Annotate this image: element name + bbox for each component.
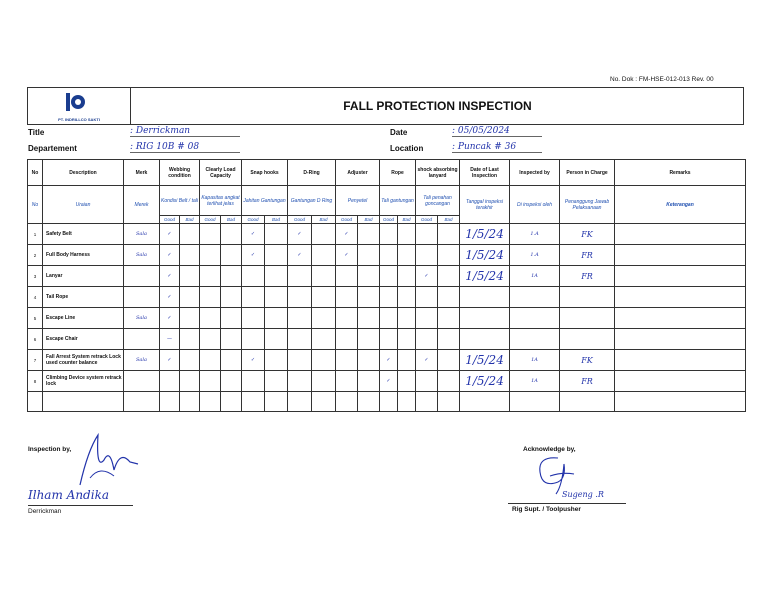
col-rope-id: Tali gantungan [380, 186, 416, 216]
cell-webbing: ✓ [160, 287, 180, 308]
cell-pic: FR [560, 266, 615, 287]
cell-empty [221, 392, 242, 412]
cell-shock [416, 329, 438, 350]
col-remarks: Remarks [615, 160, 746, 186]
inspector-role: Derrickman [28, 508, 62, 515]
good-subheader: Good [288, 216, 312, 224]
cell-empty [615, 392, 746, 412]
cell-pic [560, 329, 615, 350]
cell-last: 1/5/24 [460, 224, 510, 245]
bad-subheader: Bad [398, 216, 416, 224]
cell-empty [312, 329, 336, 350]
cell-empty [180, 224, 200, 245]
bad-subheader: Bad [438, 216, 460, 224]
cell-snap [242, 287, 265, 308]
col-inspected-by-id: Di inspeksi oleh [510, 186, 560, 224]
good-subheader: Good [336, 216, 358, 224]
cell-empty [398, 371, 416, 392]
cell-empty [438, 245, 460, 266]
cell-webbing [160, 371, 180, 392]
cell-dring [288, 371, 312, 392]
cell-no: 6 [28, 329, 43, 350]
cell-empty [180, 245, 200, 266]
cell-empty [615, 245, 746, 266]
cell-shock [416, 287, 438, 308]
cell-empty [438, 392, 460, 412]
acknowledge-by-label: Acknowledge by, [523, 446, 576, 453]
cell-shock: ✓ [416, 350, 438, 371]
acknowledger-role: Rig Supt. / Toolpusher [512, 506, 581, 513]
col-snap-id: Jahitan Gantungan [242, 186, 288, 216]
inspector-signature-line [28, 505, 133, 506]
cell-snap [242, 308, 265, 329]
cell-no: 3 [28, 266, 43, 287]
cell-empty [358, 308, 380, 329]
cell-empty [438, 371, 460, 392]
cell-last: 1/5/24 [460, 245, 510, 266]
cell-empty [358, 224, 380, 245]
document-number: No. Dok : FM-HSE-012-013 Rev. 00 [610, 76, 714, 83]
cell-insp [510, 308, 560, 329]
cell-empty [288, 392, 312, 412]
cell-empty [200, 245, 221, 266]
cell-rope: ✓ [380, 371, 398, 392]
cell-merk: Sala [124, 350, 160, 371]
cell-desc: Lanyar [43, 266, 124, 287]
cell-empty [200, 287, 221, 308]
cell-insp: 1A [510, 371, 560, 392]
cell-empty [615, 329, 746, 350]
bad-subheader: Bad [265, 216, 288, 224]
date-value: : 05/05/2024 [452, 126, 542, 137]
cell-empty [200, 350, 221, 371]
cell-empty [160, 392, 180, 412]
col-inspected-by: Inspected by [510, 160, 560, 186]
cell-webbing: ✓ [160, 350, 180, 371]
table-row [28, 224, 746, 245]
good-subheader: Good [160, 216, 180, 224]
col-description: Description [43, 160, 124, 186]
cell-empty [312, 245, 336, 266]
cell-merk [124, 266, 160, 287]
cell-empty [265, 224, 288, 245]
cell-snap [242, 266, 265, 287]
cell-desc: Fall Arrest System retrack Lock used counter balance [43, 350, 124, 371]
cell-merk: Sala [124, 245, 160, 266]
cell-rope: ✓ [380, 350, 398, 371]
cell-snap: ✓ [242, 245, 265, 266]
cell-empty [615, 266, 746, 287]
acknowledger-name: Sugeng .R [562, 490, 604, 499]
col-person-in-charge-id: Penanggung Jawab Pelaksanaan [560, 186, 615, 224]
cell-empty [265, 329, 288, 350]
col-no-id: No [28, 186, 43, 224]
cell-empty [398, 287, 416, 308]
inspection-table [27, 159, 746, 412]
col-dring: D-Ring [288, 160, 336, 186]
cell-empty [221, 287, 242, 308]
cell-empty [398, 224, 416, 245]
cell-no: 4 [28, 287, 43, 308]
cell-empty [180, 287, 200, 308]
cell-empty [180, 371, 200, 392]
inspection-by-label: Inspection by, [28, 446, 72, 453]
cell-empty [265, 266, 288, 287]
cell-shock [416, 224, 438, 245]
cell-empty [312, 371, 336, 392]
cell-desc: Full Body Harness [43, 245, 124, 266]
cell-snap: ✓ [242, 350, 265, 371]
cell-merk: Sala [124, 224, 160, 245]
cell-shock [416, 371, 438, 392]
table-row [28, 329, 746, 350]
cell-merk: Sala [124, 308, 160, 329]
col-clearly-id: Kapasitas angkat terlihat jelas [200, 186, 242, 216]
cell-empty [438, 329, 460, 350]
cell-empty [438, 308, 460, 329]
cell-adjuster [336, 308, 358, 329]
col-shock: shock absorbing lanyard [416, 160, 460, 186]
cell-empty [398, 350, 416, 371]
cell-desc: Climbing Device system retrack lock [43, 371, 124, 392]
cell-insp [510, 329, 560, 350]
cell-empty [312, 287, 336, 308]
location-label: Location [390, 144, 424, 153]
col-remarks-id: Keterangan [615, 186, 746, 224]
cell-empty [358, 266, 380, 287]
cell-merk [124, 371, 160, 392]
cell-pic [560, 287, 615, 308]
cell-last: 1/5/24 [460, 350, 510, 371]
cell-empty [200, 329, 221, 350]
cell-empty [124, 392, 160, 412]
cell-empty [221, 308, 242, 329]
cell-no: 7 [28, 350, 43, 371]
cell-empty [200, 392, 221, 412]
col-description-id: Uraian [43, 186, 124, 224]
cell-empty [312, 266, 336, 287]
cell-empty [438, 350, 460, 371]
cell-no: 8 [28, 371, 43, 392]
cell-shock: ✓ [416, 266, 438, 287]
col-shock-id: Tali penahan goncangan [416, 186, 460, 216]
cell-empty [615, 287, 746, 308]
cell-snap: ✓ [242, 224, 265, 245]
cell-empty [221, 224, 242, 245]
cell-empty [200, 266, 221, 287]
cell-rope [380, 224, 398, 245]
cell-pic: FR [560, 245, 615, 266]
table-row [28, 287, 746, 308]
cell-desc: Tail Rope [43, 287, 124, 308]
cell-empty [560, 392, 615, 412]
cell-empty [265, 308, 288, 329]
col-merk-id: Merek [124, 186, 160, 224]
cell-webbing: ✓ [160, 308, 180, 329]
cell-desc: Safety Belt [43, 224, 124, 245]
cell-adjuster [336, 266, 358, 287]
cell-empty [200, 308, 221, 329]
table-row [28, 308, 746, 329]
cell-empty [398, 308, 416, 329]
cell-empty [312, 350, 336, 371]
cell-empty [438, 266, 460, 287]
location-value: : Puncak # 36 [452, 142, 542, 153]
cell-insp: 1A [510, 266, 560, 287]
cell-adjuster: ✓ [336, 245, 358, 266]
title-value: : Derrickman [130, 126, 240, 137]
cell-dring: ✓ [288, 224, 312, 245]
cell-pic: FK [560, 224, 615, 245]
cell-webbing: — [160, 329, 180, 350]
cell-empty [180, 308, 200, 329]
table-row [28, 245, 746, 266]
table-row [28, 350, 746, 371]
table-row-empty [28, 392, 746, 412]
cell-webbing: ✓ [160, 245, 180, 266]
cell-adjuster [336, 350, 358, 371]
cell-empty [312, 308, 336, 329]
table-row [28, 371, 746, 392]
col-rope: Rope [380, 160, 416, 186]
cell-insp [510, 287, 560, 308]
cell-insp: 1A [510, 350, 560, 371]
cell-dring [288, 350, 312, 371]
col-clearly: Clearly Load Capacity [200, 160, 242, 186]
cell-empty [180, 266, 200, 287]
cell-empty [28, 392, 43, 412]
cell-snap [242, 371, 265, 392]
cell-empty [221, 371, 242, 392]
cell-last [460, 308, 510, 329]
cell-no: 5 [28, 308, 43, 329]
cell-empty [200, 371, 221, 392]
cell-no: 1 [28, 224, 43, 245]
col-last-inspection-id: Tanggal inspeksi terakhir [460, 186, 510, 224]
cell-empty [615, 371, 746, 392]
bad-subheader: Bad [358, 216, 380, 224]
cell-empty [416, 392, 438, 412]
page-title: FALL PROTECTION INSPECTION [343, 99, 532, 113]
cell-adjuster [336, 329, 358, 350]
bad-subheader: Bad [312, 216, 336, 224]
cell-empty [358, 350, 380, 371]
cell-empty [358, 287, 380, 308]
cell-empty [180, 392, 200, 412]
cell-shock [416, 308, 438, 329]
cell-desc: Escape Chair [43, 329, 124, 350]
col-webbing: Webbing condition [160, 160, 200, 186]
col-merk: Merk [124, 160, 160, 186]
cell-empty [180, 350, 200, 371]
good-subheader: Good [200, 216, 221, 224]
cell-empty [242, 392, 265, 412]
cell-pic [560, 308, 615, 329]
col-no: No [28, 160, 43, 186]
cell-empty [265, 371, 288, 392]
cell-last: 1/5/24 [460, 371, 510, 392]
cell-empty [221, 245, 242, 266]
cell-empty [358, 371, 380, 392]
cell-snap [242, 329, 265, 350]
cell-empty [265, 287, 288, 308]
cell-empty [312, 224, 336, 245]
company-logo-icon [63, 91, 87, 113]
good-subheader: Good [242, 216, 265, 224]
cell-empty [398, 266, 416, 287]
good-subheader: Good [380, 216, 398, 224]
cell-empty [398, 245, 416, 266]
acknowledger-signature-line [508, 503, 626, 504]
cell-rope [380, 329, 398, 350]
cell-dring [288, 329, 312, 350]
cell-empty [265, 350, 288, 371]
cell-rope [380, 266, 398, 287]
cell-empty [221, 350, 242, 371]
col-snap: Snap hooks [242, 160, 288, 186]
cell-empty [398, 329, 416, 350]
cell-dring: ✓ [288, 245, 312, 266]
cell-empty [438, 224, 460, 245]
cell-empty [380, 392, 398, 412]
cell-empty [221, 266, 242, 287]
cell-empty [438, 287, 460, 308]
cell-empty [265, 245, 288, 266]
cell-insp: 1.A [510, 224, 560, 245]
cell-dring [288, 308, 312, 329]
cell-webbing: ✓ [160, 266, 180, 287]
cell-last [460, 287, 510, 308]
cell-dring [288, 266, 312, 287]
inspector-name: Ilham Andika [28, 488, 109, 502]
good-subheader: Good [416, 216, 438, 224]
bad-subheader: Bad [221, 216, 242, 224]
inspector-signature-icon [70, 430, 140, 492]
cell-empty [615, 350, 746, 371]
cell-last: 1/5/24 [460, 266, 510, 287]
department-value: : RIG 10B # 08 [130, 142, 240, 153]
cell-rope [380, 308, 398, 329]
cell-empty [180, 329, 200, 350]
header-row-english [28, 160, 746, 186]
cell-adjuster: ✓ [336, 224, 358, 245]
cell-empty [358, 392, 380, 412]
cell-empty [510, 392, 560, 412]
col-adjuster-id: Penyetel [336, 186, 380, 216]
cell-empty [43, 392, 124, 412]
cell-rope [380, 245, 398, 266]
cell-empty [460, 392, 510, 412]
cell-dring [288, 287, 312, 308]
cell-shock [416, 245, 438, 266]
cell-empty [200, 224, 221, 245]
col-dring-id: Gantungan D Ring [288, 186, 336, 216]
table-row [28, 266, 746, 287]
department-label: Departement [28, 144, 77, 153]
cell-adjuster [336, 287, 358, 308]
cell-adjuster [336, 371, 358, 392]
col-person-in-charge: Person in Charge [560, 160, 615, 186]
col-adjuster: Adjuster [336, 160, 380, 186]
col-webbing-id: Kondisi Belt / tali [160, 186, 200, 216]
cell-empty [221, 329, 242, 350]
cell-empty [615, 308, 746, 329]
col-last-inspection: Date of Last Inspection [460, 160, 510, 186]
cell-empty [398, 392, 416, 412]
cell-last [460, 329, 510, 350]
cell-no: 2 [28, 245, 43, 266]
title-label: Title [28, 128, 45, 137]
header-row-indonesian [28, 186, 746, 216]
cell-pic: FK [560, 350, 615, 371]
cell-merk [124, 329, 160, 350]
cell-webbing: ✓ [160, 224, 180, 245]
bad-subheader: Bad [180, 216, 200, 224]
cell-pic: FR [560, 371, 615, 392]
cell-empty [312, 392, 336, 412]
date-label: Date [390, 128, 408, 137]
cell-empty [336, 392, 358, 412]
cell-empty [358, 245, 380, 266]
cell-rope [380, 287, 398, 308]
cell-insp: 1.A [510, 245, 560, 266]
cell-desc: Escape Line [43, 308, 124, 329]
cell-empty [615, 224, 746, 245]
cell-empty [358, 329, 380, 350]
company-name: PT. INDRILLCO SAKTI [58, 117, 100, 122]
cell-empty [265, 392, 288, 412]
cell-merk [124, 287, 160, 308]
